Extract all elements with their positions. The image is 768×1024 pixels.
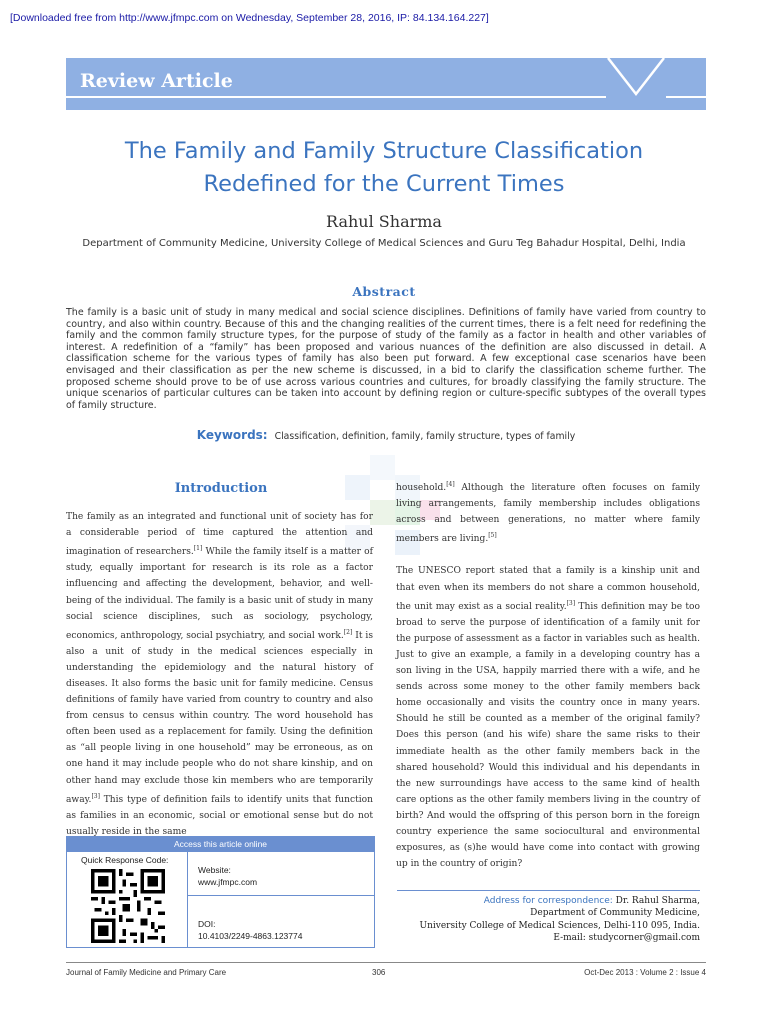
citation: [2] <box>343 628 353 636</box>
right-column-text <box>396 477 700 888</box>
box-divider <box>187 895 374 896</box>
article-type-label: Review Article <box>80 70 233 92</box>
article-type-banner <box>66 58 706 110</box>
doi-value: 10.4103/2249-4863.123774 <box>198 931 303 941</box>
paragraph <box>396 563 700 872</box>
left-column-text <box>66 509 373 856</box>
citation: [1] <box>193 545 203 553</box>
keywords-line <box>66 428 706 442</box>
download-banner: [Downloaded free from http://www.jfmpc.com on Wednesday, September 28, 2016, IP: 84.134.164.227] <box>10 12 489 24</box>
text-run: The UNESCO report stated that a family is a kinship unit and that even when its members do not share a common household, the unit may exist as a social reality. <box>396 566 700 612</box>
doi-label: DOI: <box>198 919 216 929</box>
correspondence-line: Department of Community Medicine, <box>530 908 700 919</box>
author-affiliation: Department of Community Medicine, University College of Medical Sciences and Guru Teg Bahadur Hospital, Delhi, India <box>82 238 686 249</box>
paragraph <box>396 477 700 547</box>
qr-label: Quick Response Code: <box>81 855 169 865</box>
text-run: The family as an integrated and functional unit of society has for a considerable period of time captured the attention and imagination of researchers. <box>66 512 373 558</box>
text-run: Although the literature often focuses on family living arrangements, family membership includes obligations across and between generations, no matter where family members are living. <box>396 483 700 545</box>
author-name: Rahul Sharma <box>326 212 442 231</box>
correspondence-block <box>397 895 700 945</box>
website-label: Website: <box>198 865 231 875</box>
footer-journal-name: Journal of Family Medicine and Primary Care <box>66 968 227 977</box>
title-line-2: Redefined for the Current Times <box>203 171 565 197</box>
citation: [3] <box>566 599 576 607</box>
paper-title <box>60 135 708 201</box>
correspondence-line: University College of Medical Sciences, Delhi-110 095, India. <box>419 920 700 931</box>
access-box-header: Access this article online <box>67 837 374 852</box>
keywords-list: Classification, definition, family, family structure, types of family <box>274 431 576 442</box>
box-divider <box>187 852 188 947</box>
correspondence-email[interactable]: E-mail: studycorner@gmail.com <box>553 933 700 944</box>
text-run: household. <box>396 483 447 494</box>
text-run: This definition may be too broad to serve the purpose of identification of a family unit for the purpose of assessment as a factor in variables such as health. Just to give an example, a family in a developing country has a son living in the USA, happily married there with a wife, and he sends across some money to the other family members back home occasionally and visits the country once in many years. Should he still be counted as a member of the original family? Does this person (and his wife) share the same risks to their immediate health as the other family members back in the shared household? Would this individual and his dependants in the new surroundings have access to the same kind of health care options as the other family members living in the country of birth? And would the offspring of this person born in the foreign country experience the same sociocultural and environmental exposures, as (s)he would have come into contact with growing up in the country of origin? <box>396 601 700 870</box>
text-run: It is also a unit of study in the medical sciences especially in understanding the epidemiology and the natural history of diseases. It also forms the basic unit for family medicine. Census definitions of family have varied from country to country and also from census to census within country. The word household has often been used as a replacement for family. Using the definition as “all people living in one household” may be erroneous, as on one hand it may include people who do not share kinship, and on other hand may exclude those kin members who are temporarily away. <box>66 630 373 805</box>
citation: [3] <box>91 792 100 800</box>
footer-page-number: 306 <box>372 968 386 977</box>
abstract-heading: Abstract <box>352 284 416 299</box>
title-line-1: The Family and Family Structure Classification <box>124 138 644 164</box>
chevron-down-icon <box>606 58 666 110</box>
introduction-heading: Introduction <box>174 481 268 496</box>
access-article-box <box>66 836 375 948</box>
paragraph <box>66 509 373 840</box>
correspondence-name: Dr. Rahul Sharma, <box>612 896 700 906</box>
footer-issue-info: Oct-Dec 2013 : Volume 2 : Issue 4 <box>584 968 706 977</box>
footer-rule <box>66 962 706 963</box>
abstract-text: The family is a basic unit of study in many medical and social science disciplines. Definitions of family have varied from country to country, and also within country. Because of this and the changing realities of the current times, there is a felt need for redefining the family and the common family structure types, for the purpose of study of the family as a factor in health and other variables of interest. A redefinition of a “family” has been proposed and various nuances of the definition are also discussed in detail. A classification scheme for the various types of family has also been put forward. A few exceptional case scenarios have been envisaged and their classification as per the new scheme is discussed, in a bid to clarify the classification scheme further. The proposed scheme should prove to be of use across various countries and cultures, for broadly classifying the family structure. The unique scenarios of particular cultures can be taken into account by defining region or culture-specific subtypes of the overall types of family structure. <box>66 307 706 411</box>
citation: [4] <box>446 481 455 488</box>
citation: [5] <box>488 532 497 540</box>
text-run: This type of definition fails to identify units that function as families in an economic, social or emotional sense but do not usually reside in the same <box>66 794 373 837</box>
qr-code-icon <box>91 869 165 943</box>
correspondence-label: Address for correspondence: <box>483 896 613 906</box>
website-link[interactable]: www.jfmpc.com <box>198 877 258 887</box>
keywords-label: Keywords: <box>196 428 268 442</box>
text-run: While the family itself is a matter of study, equally important for research is its role as a factor influencing and affecting the development, behavior, and well-being of the individual. The family is a basic unit of study in many social science disciplines, such as sociology, psychology, economics, anthropology, social psychiatry, and social work. <box>66 547 373 641</box>
correspondence-rule <box>397 890 700 891</box>
correspondence-line <box>397 895 700 907</box>
